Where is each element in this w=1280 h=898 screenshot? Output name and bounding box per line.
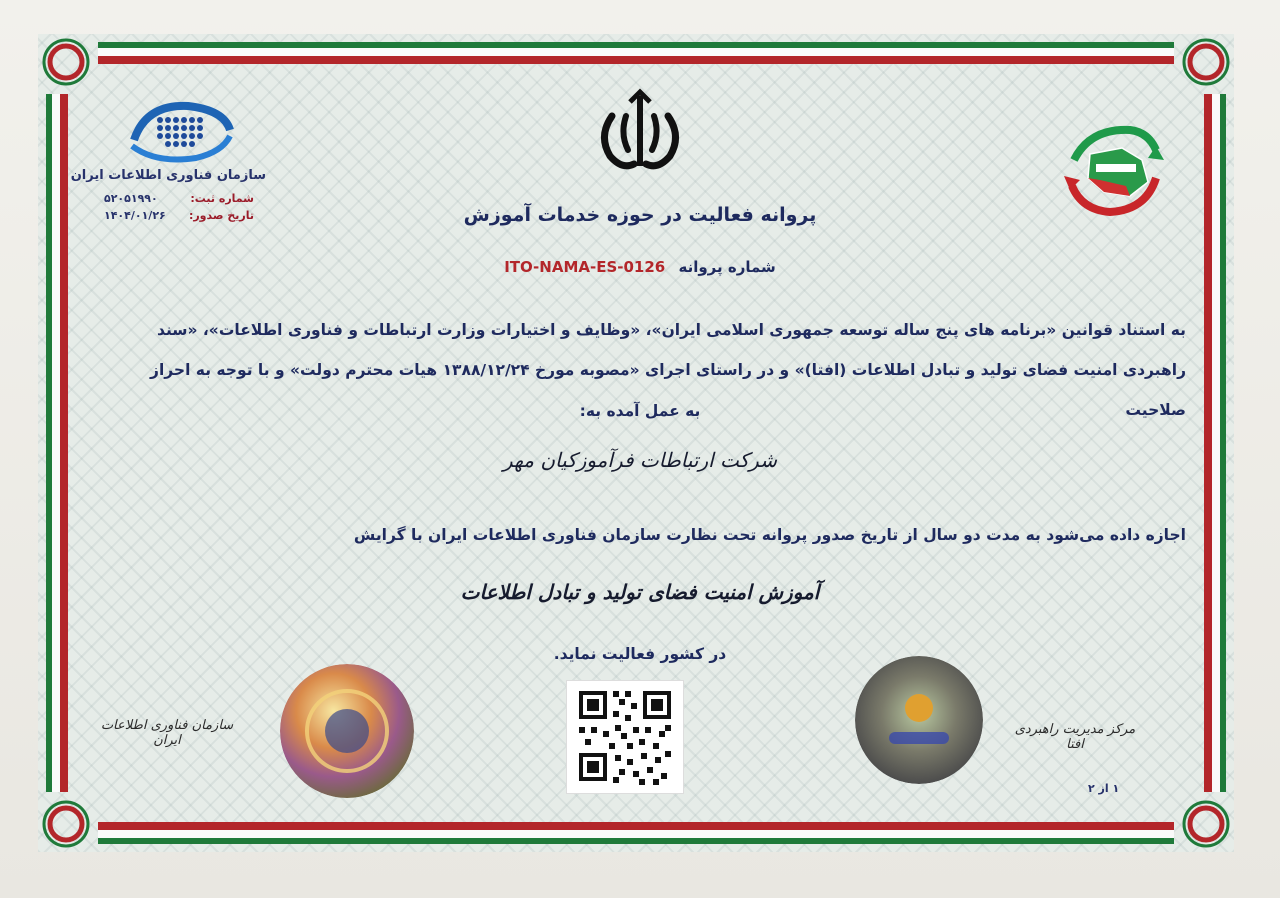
issued-to-label: به عمل آمده به:: [579, 402, 701, 420]
legal-basis-paragraph: به استناد قوانین «برنامه های پنج ساله توسعه جمهوری اسلامی ایران»، «وظایف و اختیارات وزارت ارتباطات و فناوری اطلاعات»، «سند راهبردی امنیت فضای تولید و تبادل اطلاعات (افتا)» و در راستای اجرای «مصوبه مورخ ۱۳۸۸/۱۲/۲۴ هیات محترم دولت» و با توجه به احراز صلاحیت: [150, 321, 1186, 419]
frame-right-white: [1212, 94, 1220, 792]
certificate-title: پروانه فعالیت در حوزه خدمات آموزش: [463, 204, 817, 226]
hologram-seal-right: [855, 656, 983, 784]
issue-date-value: ۱۴۰۴/۰۱/۲۶: [104, 209, 166, 222]
page-number: ۱ از ۲: [1088, 782, 1120, 795]
frame-right-green: [1220, 94, 1226, 792]
license-number-line: [0, 258, 1280, 276]
license-number-value: ITO-NAMA-ES-0126: [504, 258, 666, 276]
signature-left: سازمان فناوری اطلاعات ایران: [100, 718, 234, 748]
frame-right-red: [1204, 94, 1212, 792]
iran-emblem-icon: [590, 86, 690, 176]
ito-logo: [70, 100, 266, 183]
corner-knot-icon: [38, 796, 94, 852]
issue-date-label: تاریخ صدور:: [188, 209, 254, 222]
ito-logo-text: سازمان فناوری اطلاعات ایران: [70, 168, 266, 183]
frame-bottom-green: [98, 838, 1174, 844]
company-name: شرکت ارتباطات فرآموزکیان مهر: [503, 448, 777, 472]
frame-bottom-red: [98, 822, 1174, 830]
frame-top-red: [98, 56, 1174, 64]
frame-bottom-white: [98, 830, 1174, 838]
corner-knot-icon: [38, 34, 94, 90]
frame-left-red: [60, 94, 68, 792]
training-field: آموزش امنیت فضای تولید و تبادل اطلاعات: [460, 580, 820, 604]
permit-statement: اجازه داده می‌شود به مدت دو سال از تاریخ صدور پروانه تحت نظارت سازمان فناوری اطلاعات ایران با گرایش: [353, 526, 1186, 544]
corner-knot-icon: [1178, 34, 1234, 90]
frame-top-white: [98, 48, 1174, 56]
signature-right: مرکز مدیریت راهبردی افتا: [1014, 722, 1136, 752]
hologram-seal-left: [280, 664, 414, 798]
registration-value: ۵۲۰۵۱۹۹۰: [104, 192, 158, 205]
corner-knot-icon: [1178, 796, 1234, 852]
frame-left-white: [52, 94, 60, 792]
license-number-label: شماره پروانه: [678, 258, 776, 276]
activity-statement: در کشور فعالیت نماید.: [553, 645, 727, 663]
qr-code[interactable]: [566, 680, 684, 794]
registration-label: شماره ثبت:: [190, 192, 254, 205]
ito-logo-icon: [126, 100, 236, 166]
